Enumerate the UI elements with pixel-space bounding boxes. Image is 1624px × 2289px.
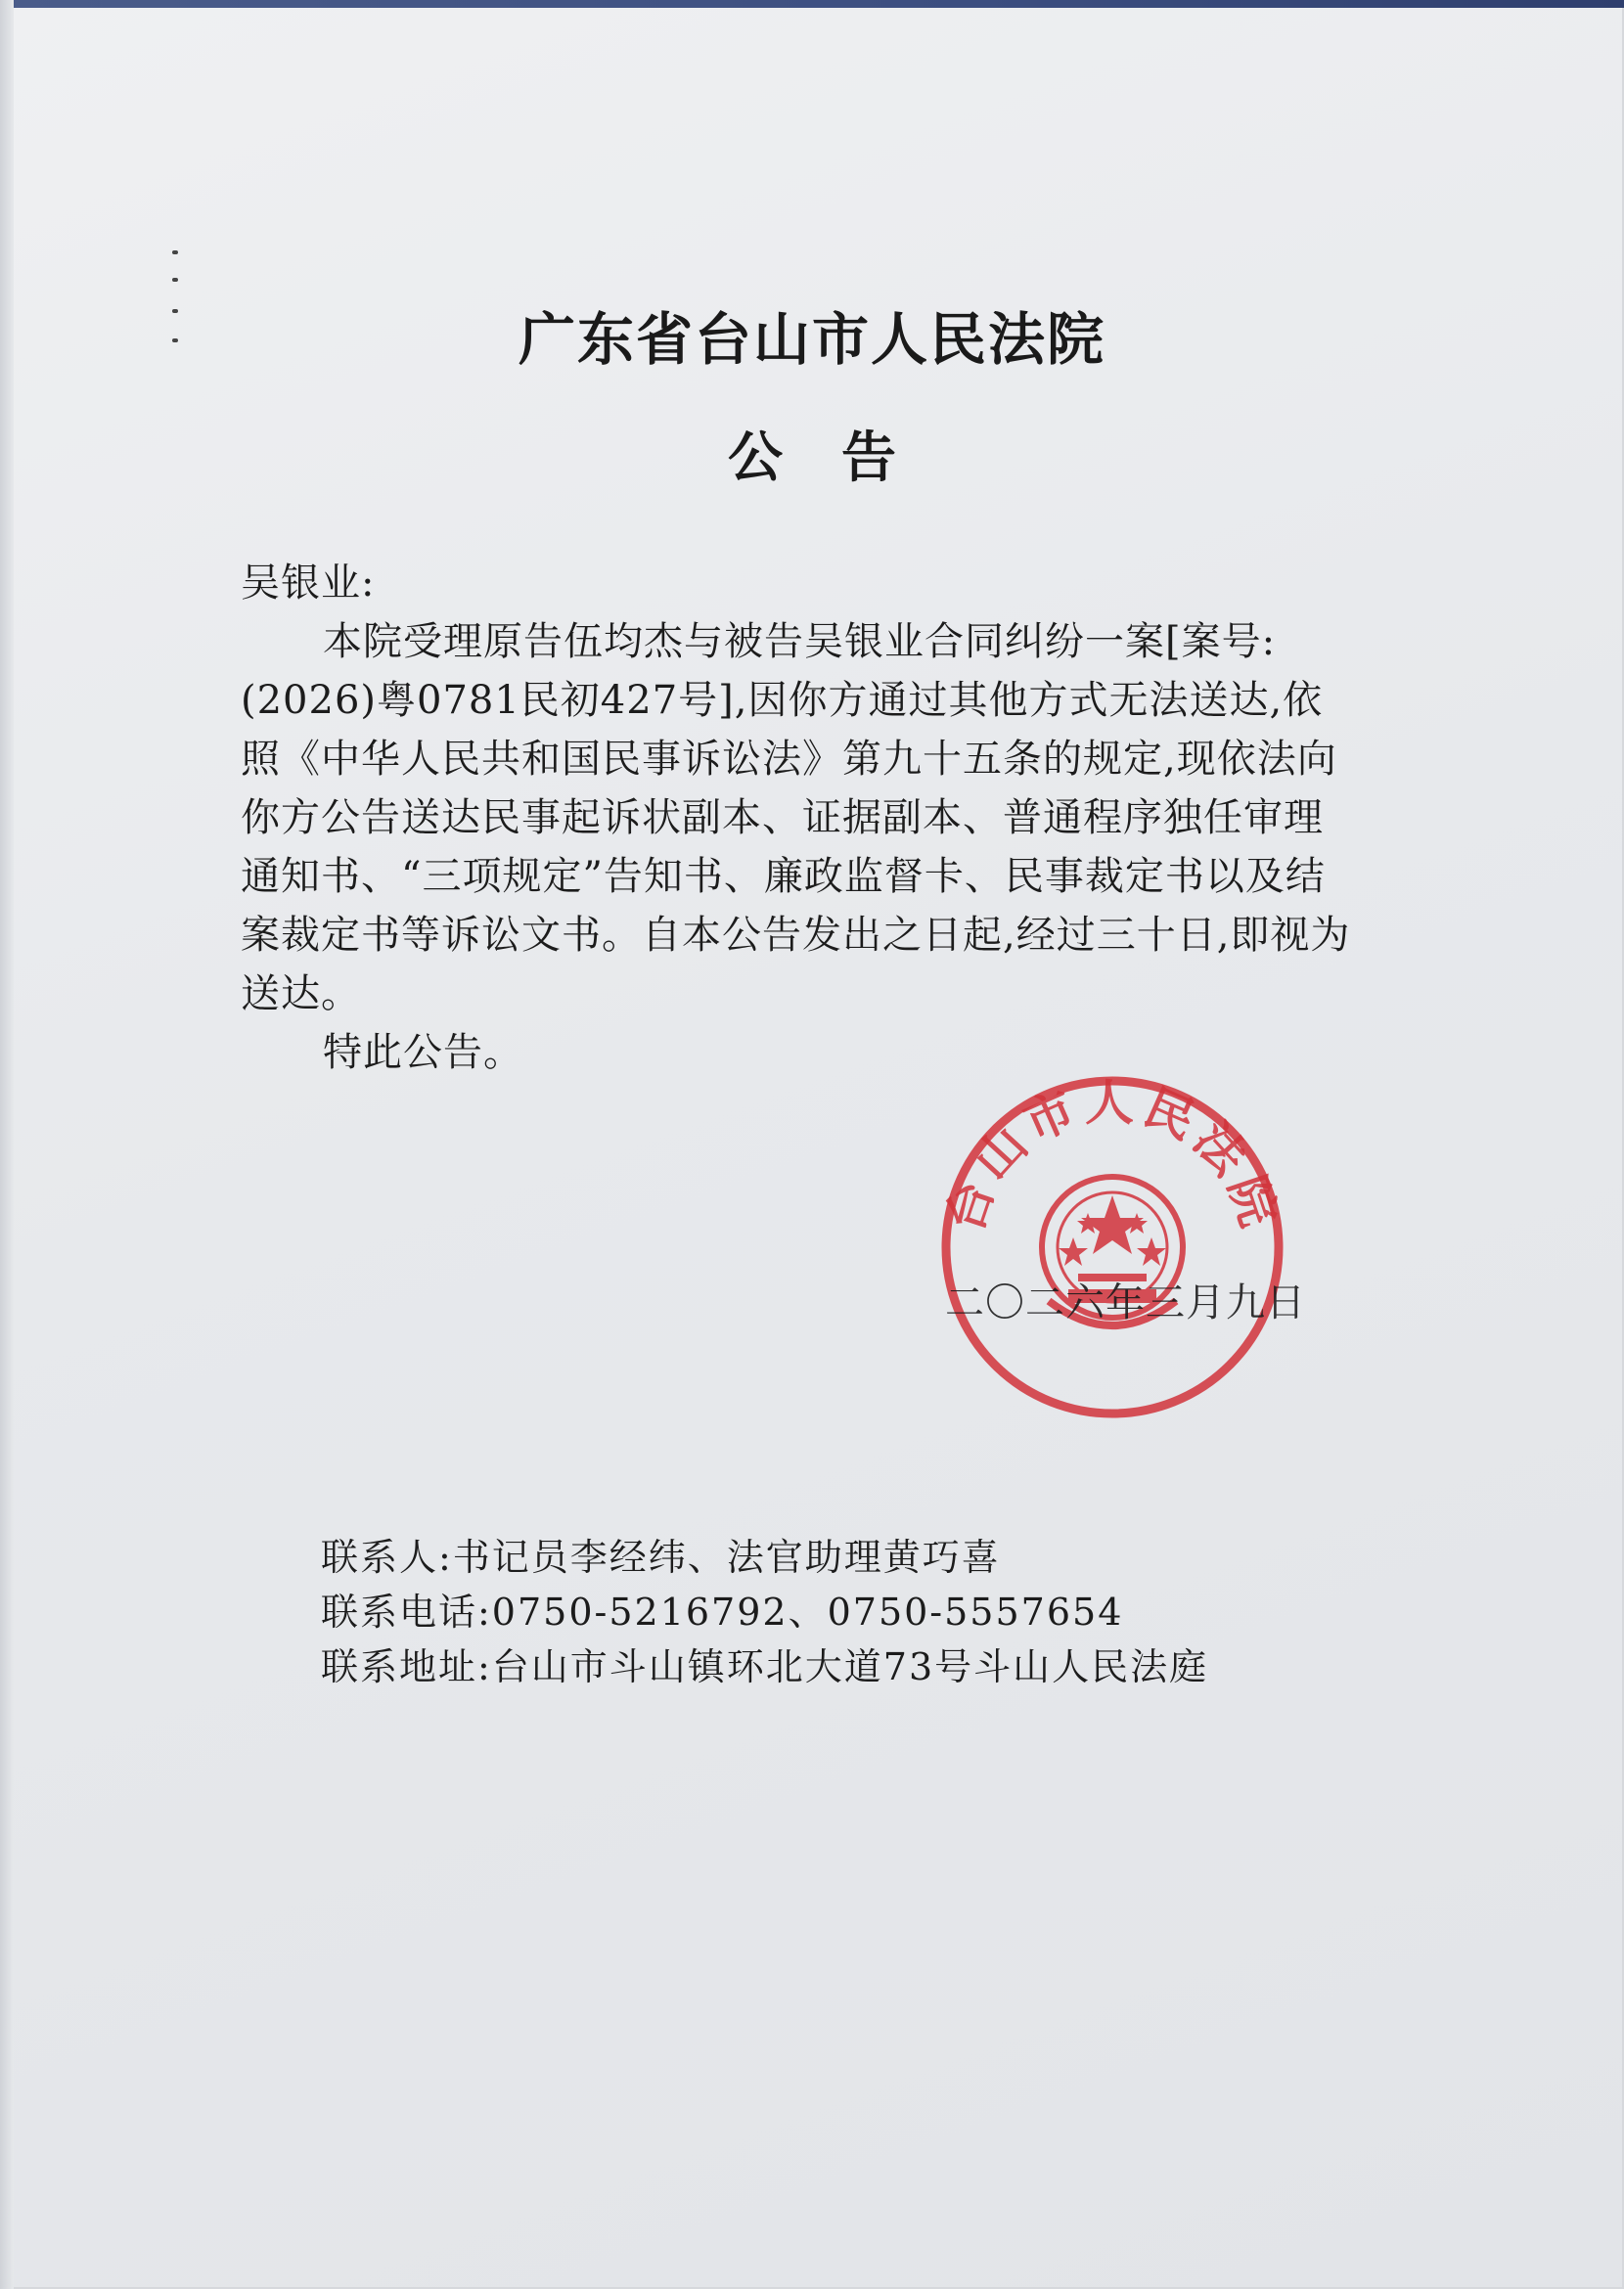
contact-block [321,1530,1208,1694]
seal-text: 台山市人民法院 [935,1074,1289,1239]
notice-title: 公告 [728,426,955,490]
closing-line: 特此公告。 [323,1030,523,1075]
contact-phone: 联系电话:0750-5216792、0750-5557654 [321,1591,1124,1634]
page-top-edge [0,0,1624,8]
contact-person: 联系人:书记员李经纬、法官助理黄巧喜 [321,1536,1001,1579]
court-seal [931,1066,1293,1428]
court-name: 广东省台山市人民法院 [518,306,1105,373]
notice-body [241,554,1356,1082]
contact-address: 联系地址:台山市斗山镇环北大道73号斗山人民法庭 [321,1645,1209,1688]
main-paragraph: 本院受理原告伍均杰与被告吴银业合同纠纷一案[案号:(2026)粤0781民初427号],因你方通过其他方式无法送达,依照《中华人民共和国民事诉讼法》第九十五条的规定,现依法向你方公告送达民事起诉状副本、证据副本、普通程序独任审理通知书、“三项规定”告知书、廉政监督卡、民事裁定书以及结案裁定书等诉讼文书。自本公告发出之日起,经过三十日,即视为送达。 [241,619,1351,1016]
binder-mark [172,250,178,254]
binder-mark [172,278,178,282]
addressee: 吴银业: [241,561,376,606]
issue-date: 二〇二六年三月九日 [945,1280,1306,1325]
